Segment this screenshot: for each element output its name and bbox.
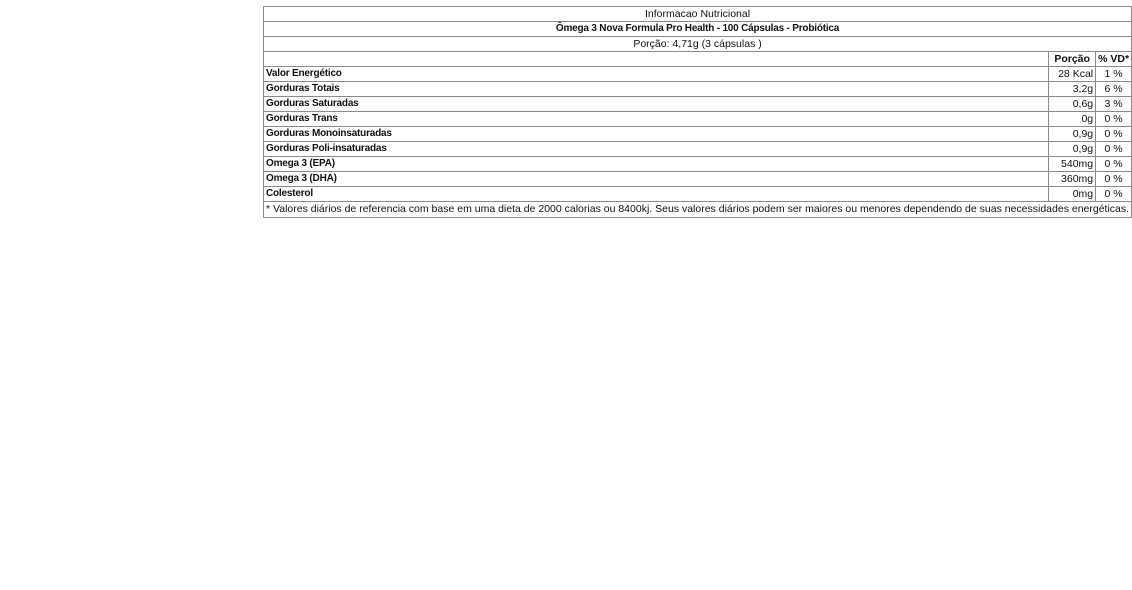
nutrient-row — [264, 112, 1132, 127]
nutrient-name: Gorduras Totais — [264, 82, 1049, 97]
nutrient-vd: 0 % — [1096, 112, 1132, 127]
nutrition-facts-table — [263, 6, 1132, 218]
nutrient-vd: 1 % — [1096, 67, 1132, 82]
nutrient-vd: 0 % — [1096, 142, 1132, 157]
header-blank-cell — [264, 52, 1049, 67]
nutrient-amount: 540mg — [1049, 157, 1096, 172]
nutrient-vd: 0 % — [1096, 127, 1132, 142]
nutrient-name: Gorduras Saturadas — [264, 97, 1049, 112]
product-name-row — [264, 22, 1132, 37]
nutrient-name: Colesterol — [264, 187, 1049, 202]
header-vd: % VD* — [1096, 52, 1132, 67]
nutrient-amount: 360mg — [1049, 172, 1096, 187]
nutrient-name: Gorduras Trans — [264, 112, 1049, 127]
nutrient-name: Valor Energético — [264, 67, 1049, 82]
product-name: Ômega 3 Nova Formula Pro Health - 100 Cápsulas - Probiótica — [264, 22, 1132, 37]
nutrient-row — [264, 97, 1132, 112]
footnote: * Valores diários de referencia com base em uma dieta de 2000 calorias ou 8400kj. Seus valores diários podem ser maiores ou menores dependendo de suas necessidades energéticas. — [264, 202, 1132, 218]
nutrient-amount: 0g — [1049, 112, 1096, 127]
nutrient-rows — [264, 67, 1132, 202]
nutrient-vd: 0 % — [1096, 187, 1132, 202]
nutrient-vd: 3 % — [1096, 97, 1132, 112]
nutrient-amount: 28 Kcal — [1049, 67, 1096, 82]
nutrient-vd: 6 % — [1096, 82, 1132, 97]
portion-row — [264, 37, 1132, 52]
table-title-row — [264, 7, 1132, 22]
nutrient-amount: 3,2g — [1049, 82, 1096, 97]
nutrient-name: Gorduras Monoinsaturadas — [264, 127, 1049, 142]
nutrient-row — [264, 157, 1132, 172]
table-title: Informacao Nutricional — [264, 7, 1132, 22]
nutrient-vd: 0 % — [1096, 157, 1132, 172]
header-portion: Porção — [1049, 52, 1096, 67]
nutrient-amount: 0,6g — [1049, 97, 1096, 112]
nutrient-vd: 0 % — [1096, 172, 1132, 187]
nutrient-amount: 0mg — [1049, 187, 1096, 202]
portion-size: Porção: 4,71g (3 cápsulas ) — [264, 37, 1132, 52]
nutrient-amount: 0,9g — [1049, 142, 1096, 157]
nutrient-name: Gorduras Poli-insaturadas — [264, 142, 1049, 157]
nutrient-name: Omega 3 (EPA) — [264, 157, 1049, 172]
nutrient-name: Omega 3 (DHA) — [264, 172, 1049, 187]
nutrient-row — [264, 172, 1132, 187]
nutrient-row — [264, 142, 1132, 157]
column-header-row — [264, 52, 1132, 67]
nutrient-row — [264, 187, 1132, 202]
nutrient-row — [264, 127, 1132, 142]
footnote-row — [264, 202, 1132, 218]
nutrient-row — [264, 82, 1132, 97]
nutrient-amount: 0,9g — [1049, 127, 1096, 142]
nutrient-row — [264, 67, 1132, 82]
